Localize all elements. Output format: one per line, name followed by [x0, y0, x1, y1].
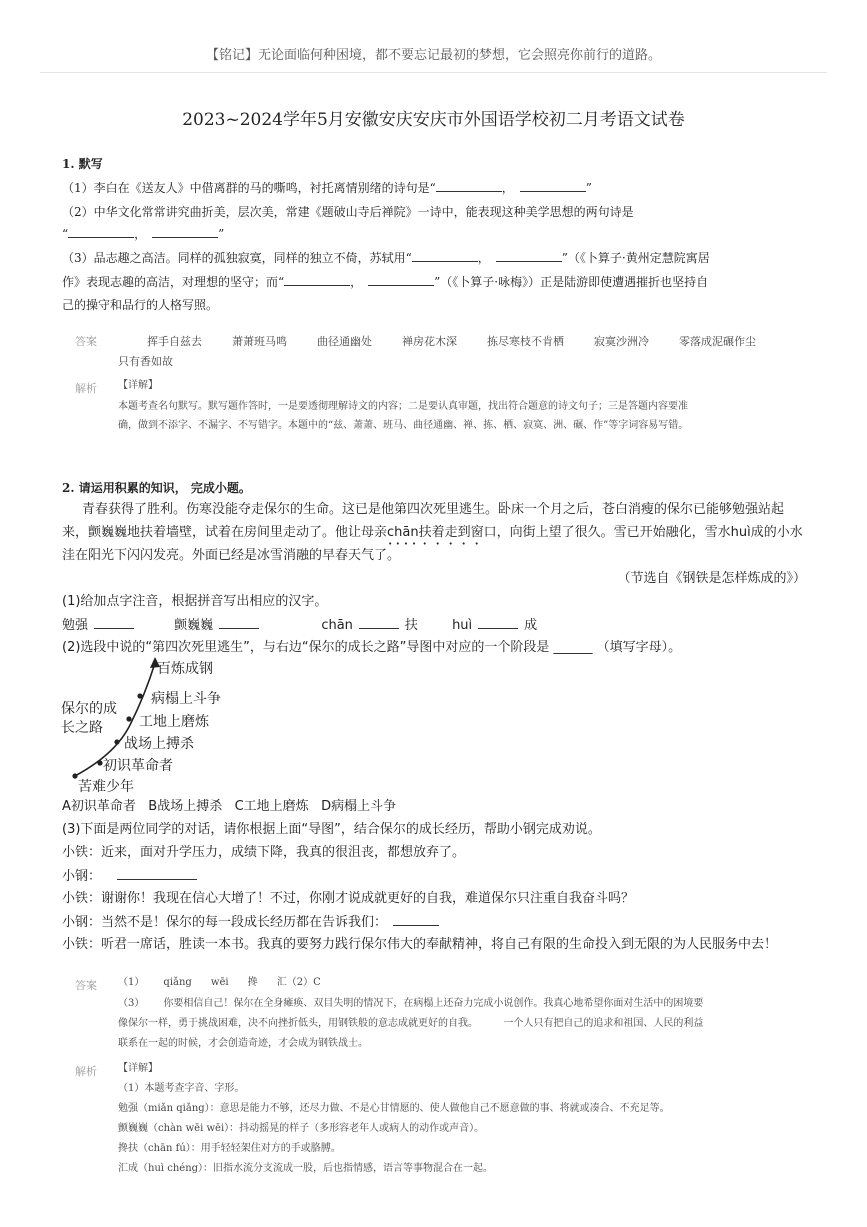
- stage-dot-1: [72, 773, 77, 778]
- q1-sep-3: ，: [477, 251, 490, 265]
- q2-analysis-1: （1）本题考查字音、字形。: [118, 1083, 245, 1094]
- dialog-speaker: 小钢：: [62, 869, 102, 884]
- q2-para-1: 青春获得了胜利。伤寒没能夺走保尔的生命。这已是他第四次死里逃生。卧床一个月之后，苍白消瘦的保尔已能够勉强站起: [82, 502, 785, 517]
- stage-label-6: 百炼成钢: [157, 661, 213, 677]
- q2-para-3: 洼在阳光下闪闪发亮。外面已经是冰雪消融的早春天气了。: [62, 548, 401, 563]
- q2-sub-1: (1)给加点字注音，根据拼音写出相应的汉字。: [62, 594, 328, 609]
- dialog-line-4: [62, 911, 439, 934]
- q1-blank-8[interactable]: [368, 271, 434, 286]
- q2-answer-4: 联系在一起的时候，才会创造奇迹，才会成为钢铁战士。: [118, 1038, 368, 1049]
- q1-answer-item: 曲径通幽处: [317, 335, 372, 348]
- q1-analysis-1: 本题考查名句默写。默写题作答时，一是要透彻理解诗文的内容；二是要认真审题，找出符合题意的诗文句子；三是答题内容要准: [118, 401, 688, 412]
- q2-analysis-4: 搀扶（chān fú）：用手轻轻架住对方的手或胳膊。: [118, 1143, 341, 1154]
- q1-answer-last: 只有香如故: [118, 355, 173, 368]
- stage-dot-2: [97, 760, 102, 765]
- q2-analysis-5: 汇成（huì chéng）：旧指水流分支流成一股，后也指情感，语言等事物混合在一起。: [118, 1163, 494, 1174]
- q2-analysis-head: 【详解】: [118, 1063, 158, 1074]
- q1-line1-text: （1）李白在《送友人》中借离群的马的嘶鸣，衬托离情别绪的诗句是“: [62, 181, 436, 195]
- q2-item-1-blank[interactable]: [94, 614, 134, 629]
- q1-blank-1[interactable]: [436, 177, 502, 192]
- q2-item-2-blank[interactable]: [219, 614, 259, 629]
- q1-line2: （2）中华文化常常讲究曲折美，层次美，常建《题破山寺后禅院》一诗中，能表现这种美学思想的两句诗是: [62, 205, 634, 219]
- q1-blank-3[interactable]: [68, 223, 134, 238]
- q1-line2b: [62, 222, 822, 246]
- dialog-blank-1[interactable]: [117, 865, 197, 880]
- q2-answer-tag: 答案: [75, 979, 97, 992]
- stage-label-1: 苦难少年: [78, 779, 134, 795]
- diagram-root-line-1: 保尔的成: [61, 701, 117, 717]
- q2-dotted-text: chān扶着走到窗: [387, 525, 484, 540]
- q2-para2-start: 来，颤巍巍地扶着墙壁，试着在房间里走动了。他让母亲: [62, 525, 388, 540]
- dialog-line-4-text: 小钢：当然不是！保尔的每一段成长经历都在告诉我们：: [62, 915, 388, 930]
- q2-para2-end: 口，向街上望了很久。雪已开始融化，雪水huì成的小水: [483, 525, 803, 540]
- q2-analysis-3: 颤巍巍（chàn wēi wēi）：抖动摇晃的样子（多形容老年人或病人的动作或声音）。: [118, 1123, 485, 1134]
- q2-item-3-blank[interactable]: [359, 614, 399, 629]
- q1-line5: 己的操守和品行的人格写照。: [62, 298, 219, 312]
- q2-options: A初识革命者 B战场上搏杀 C工地上磨炼 D病榻上斗争: [62, 799, 397, 814]
- q1-analysis-tag: 解析: [75, 382, 97, 395]
- q1-heading: 1. 默写: [62, 157, 103, 171]
- dialog-line-5: 小铁：听君一席话，胜读一本书。我真的要努力践行保尔伟大的奉献精神，将自己有限的生命投入到无限的为人民服务中去！: [62, 937, 778, 952]
- stage-label-5: 病榻上斗争: [151, 691, 221, 707]
- q2-item-4-blank[interactable]: [478, 614, 518, 629]
- q1-sep-4: ，: [350, 275, 363, 289]
- q2-analysis-2: 勉强（miǎn qiǎng）：意思是能力不够，还尽力做、不是心甘情愿的、使人做他自己不愿意做的事、将就或凑合、不充足等。: [118, 1103, 670, 1114]
- header-divider: [40, 72, 827, 73]
- dialog-line-1: 小铁：近来，面对升学压力，成绩下降，我真的很沮丧，都想放弃了。: [62, 845, 466, 860]
- q1-line4-text: 作》表现志趣的高洁，对理想的坚守；而“: [62, 275, 285, 289]
- q1-analysis-2: 确，做到不添字、不漏字、不写错字。本题中的“兹、萧萧、班马、曲径通幽、禅、拣、栖、寂寞、洲、碾、作”等字词容易写错。: [118, 420, 689, 431]
- q1-quote-close: ”: [218, 227, 225, 241]
- q2-answer-3: 像保尔一样，勇于挑战困难，决不向挫折低头，用钢铁般的意志成就更好的自我。 一个人只有把自己的追求和祖国、人民的利益: [118, 1018, 704, 1029]
- q1-blank-6[interactable]: [496, 247, 562, 262]
- page-title: 2023~2024学年5月安徽安庆安庆市外国语学校初二月考语文试卷: [182, 110, 685, 130]
- q2-analysis-tag: 解析: [75, 1065, 97, 1078]
- q1-answer-item: 萧萧班马鸣: [232, 335, 287, 348]
- q2-item-4-tail: 成: [524, 618, 538, 633]
- q2-sub-3: (3)下面是两位同学的对话，请你根据上面“导图”，结合保尔的成长经历，帮助小钢完成劝说。: [62, 822, 601, 837]
- q1-line4-end: ”（《卜算子·咏梅》）正是陆游即使遭遇摧折也坚持自: [434, 275, 709, 289]
- diagram-root-line-2: 长之路: [61, 720, 103, 736]
- q2-answer-1: （1） qiǎng wēi 搀 汇（2）C: [118, 977, 321, 988]
- q1-blank-2[interactable]: [520, 177, 586, 192]
- q1-line4: [62, 270, 822, 294]
- q1-blank-5[interactable]: [412, 247, 478, 262]
- q1-blank-4[interactable]: [152, 223, 218, 238]
- dialog-line-3: 小铁：谢谢你！我现在信心大增了！不过，你刚才说成就更好的自我，难道保尔只注重自我奋斗吗？: [62, 891, 635, 906]
- q2-item-1-label: 勉强: [62, 618, 89, 633]
- q1-answer-list: [147, 333, 827, 349]
- q2-sub1-items: [62, 614, 537, 637]
- q2-item-4-label: huì: [452, 618, 473, 633]
- stage-dot-4: [126, 716, 131, 721]
- q1-answer-item: 零落成泥碾作尘: [679, 335, 756, 348]
- q2-item-2-label: 颤巍巍: [174, 618, 214, 633]
- stage-label-4: 工地上磨炼: [139, 714, 209, 730]
- q1-answer-item: 寂寞沙洲冷: [594, 335, 649, 348]
- stage-dot-5: [137, 693, 142, 698]
- q2-item-3-tail: 扶: [404, 618, 418, 633]
- q1-analysis-head: 【详解】: [118, 380, 158, 391]
- q1-answer-item: 禅房花木深: [402, 335, 457, 348]
- q2-source: （节选自《钢铁是怎样炼成的》）: [617, 571, 806, 586]
- q1-end: ”: [585, 181, 592, 195]
- q1-line3-text: （3）品志趣之高洁。同样的孤独寂寞，同样的独立不倚，苏轼用“: [62, 251, 412, 265]
- stage-label-2: 初识革命者: [103, 758, 173, 774]
- dialog-blank-2[interactable]: [393, 911, 439, 926]
- q1-answer-item: 拣尽寒枝不肯栖: [487, 335, 564, 348]
- stage-label-3: 战场上搏杀: [124, 736, 194, 752]
- q2-item-3-label: chān: [321, 618, 353, 633]
- q1-sep-2: ，: [134, 227, 147, 241]
- motto-banner: 【铭记】无论面临何种困境，都不要忘记最初的梦想，它会照亮你前行的道路。: [205, 48, 661, 63]
- q1-line3-end: ”（《卜算子·黄州定慧院寓居: [561, 251, 710, 265]
- q2-answer-2: （3） 你要相信自己！保尔在全身瘫痪、双目失明的情况下，在病榻上还奋力完成小说创作。我真心地希望你面对生活中的困境要: [118, 998, 704, 1009]
- q2-sub-2: (2)选段中说的“第四次死里逃生”，与右边“保尔的成长之路”导图中对应的一个阶段是 ______ （填写字母）。: [62, 640, 682, 655]
- dialog-line-2: [62, 865, 197, 888]
- q1-line3: [62, 246, 822, 270]
- q1-answer-tag: 答案: [75, 335, 97, 348]
- q1-blank-7[interactable]: [284, 271, 350, 286]
- q1-answer-item: 挥手自兹去: [147, 335, 202, 348]
- q1-quote-open: “: [62, 227, 69, 241]
- q1-line1: [62, 176, 822, 200]
- q1-sep: ，: [501, 181, 514, 195]
- q2-heading: 2. 请运用积累的知识， 完成小题。: [62, 481, 251, 495]
- stage-dot-3: [114, 739, 119, 744]
